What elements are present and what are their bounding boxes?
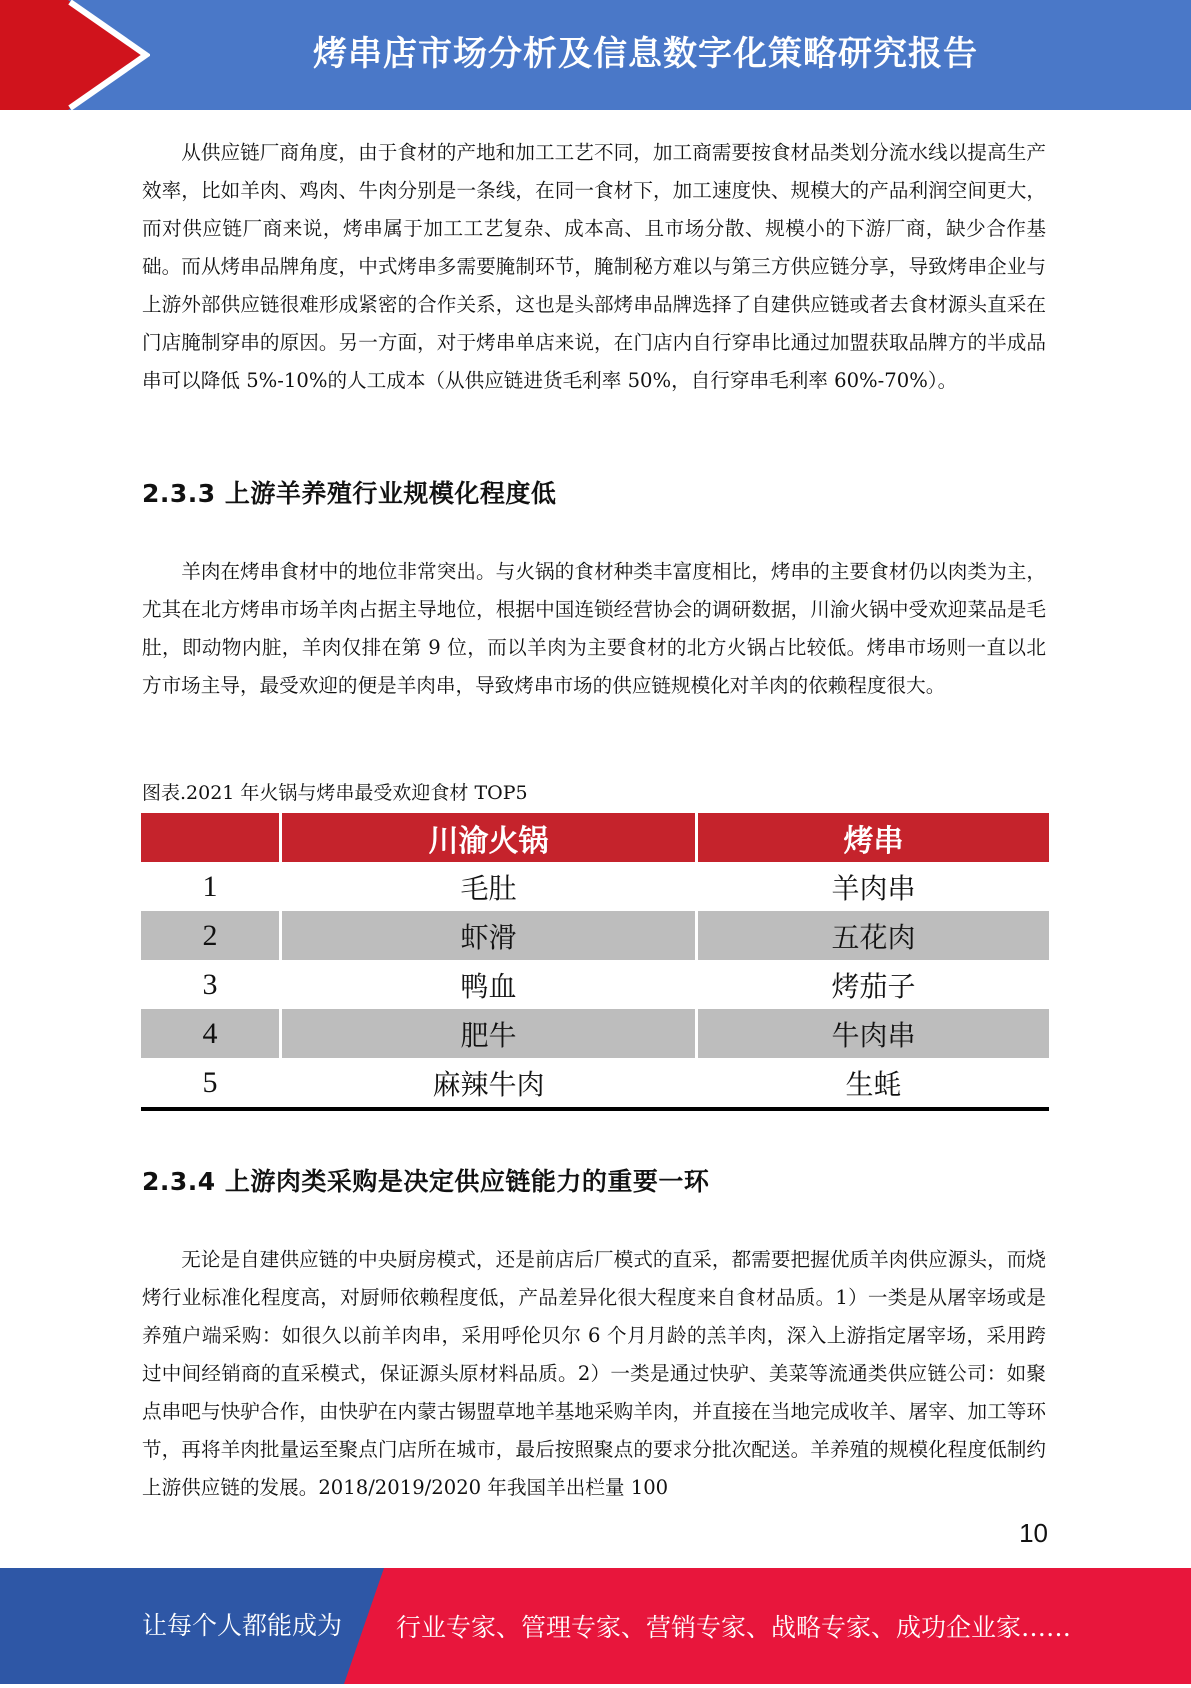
hotpot-cell: 肥牛 bbox=[279, 1009, 695, 1058]
paragraph-mutton: 羊肉在烤串食材中的地位非常突出。与火锅的食材种类丰富度相比，烤串的主要食材仍以肉类为主，尤其在北方烤串市场羊肉占据主导地位，根据中国连锁经营协会的调研数据，川渝火锅中受欢迎菜品是毛肚，即动物内脏，羊肉仅排在第 9 位，而以羊肉为主要食材的北方火锅占比较低。烤串市场则一直以北方市场主导，最受欢迎的便是羊肉串，导致烤串市场的供应链规模化对羊肉的依赖程度很大。 bbox=[142, 560, 1046, 697]
header-band bbox=[0, 0, 1191, 110]
paragraph-supply-chain: 从供应链厂商角度，由于食材的产地和加工工艺不同，加工商需要按食材品类划分流水线以提高生产效率，比如羊肉、鸡肉、牛肉分别是一条线，在同一食材下，加工速度快、规模大的产品利润空间更大，而对供应链厂商来说，烤串属于加工工艺复杂、成本高、且市场分散、规模小的下游厂商，缺少合作基础。而从烤串品牌角度，中式烤串多需要腌制环节，腌制秘方难以与第三方供应链分享，导致烤串企业与上游外部供应链很难形成紧密的合作关系，这也是头部烤串品牌选择了自建供应链或者去食材源头直采在门店腌制穿串的原因。另一方面，对于烤串单店来说，在门店内自行穿串比通过加盟获取品牌方的半成品串可以降低 5%-10%的人工成本（从供应链进货毛利率 50%，自行穿串毛利率 60%-70%）。 bbox=[142, 141, 1046, 392]
table-row bbox=[141, 911, 1049, 960]
table-row bbox=[141, 862, 1049, 911]
header-cell-hotpot: 川渝火锅 bbox=[279, 813, 695, 862]
section-heading-2-3-4: 2.3.4 上游肉类采购是决定供应链能力的重要一环 bbox=[142, 1167, 710, 1196]
skewer-cell: 羊肉串 bbox=[695, 862, 1049, 911]
section-heading-2-3-3: 2.3.3 上游羊养殖行业规模化程度低 bbox=[142, 479, 557, 508]
skewer-cell: 五花肉 bbox=[695, 911, 1049, 960]
skewer-cell: 生蚝 bbox=[695, 1058, 1049, 1107]
table-row bbox=[141, 1009, 1049, 1058]
rank-cell: 3 bbox=[141, 960, 279, 1009]
red-chevron-icon bbox=[0, 0, 150, 110]
table-header-row bbox=[141, 813, 1049, 862]
footer-slogan-right: 行业专家、管理专家、营销专家、战略专家、成功企业家…… bbox=[396, 1613, 1072, 1642]
hotpot-cell: 鸭血 bbox=[279, 960, 695, 1009]
skewer-cell: 烤茄子 bbox=[695, 960, 1049, 1009]
hotpot-cell: 虾滑 bbox=[279, 911, 695, 960]
top5-food-table bbox=[141, 813, 1049, 1111]
rank-cell: 5 bbox=[141, 1058, 279, 1107]
rank-cell: 2 bbox=[141, 911, 279, 960]
header-cell-skewer: 烤串 bbox=[695, 813, 1049, 862]
footer-band bbox=[0, 1568, 1191, 1684]
page-number: 10 bbox=[1019, 1518, 1048, 1548]
hotpot-cell: 麻辣牛肉 bbox=[279, 1058, 695, 1107]
skewer-cell: 牛肉串 bbox=[695, 1009, 1049, 1058]
report-title: 烤串店市场分析及信息数字化策略研究报告 bbox=[313, 34, 978, 74]
header-cell-rank bbox=[141, 813, 279, 862]
table-caption: 图表.2021 年火锅与烤串最受欢迎食材 TOP5 bbox=[142, 782, 528, 804]
paragraph-procurement: 无论是自建供应链的中央厨房模式，还是前店后厂模式的直采，都需要把握优质羊肉供应源头，而烧烤行业标准化程度高，对厨师依赖程度低，产品差异化很大程度来自食材品质。1）一类是从屠宰场或是养殖户端采购：如很久以前羊肉串，采用呼伦贝尔 6 个月月龄的羔羊肉，深入上游指定屠宰场，采用跨过中间经销商的直采模式，保证源头原材料品质。2）一类是通过快驴、美菜等流通类供应链公司：如聚点串吧与快驴合作，由快驴在内蒙古锡盟草地羊基地采购羊肉，并直接在当地完成收羊、屠宰、加工等环节，再将羊肉批量运至聚点门店所在城市，最后按照聚点的要求分批次配送。羊养殖的规模化程度低制约上游供应链的发展。2018/2019/2020 年我国羊出栏量 100 bbox=[142, 1248, 1046, 1499]
hotpot-cell: 毛肚 bbox=[279, 862, 695, 911]
rank-cell: 1 bbox=[141, 862, 279, 911]
table-row bbox=[141, 960, 1049, 1009]
footer-slogan-left: 让每个人都能成为 bbox=[142, 1611, 343, 1640]
table-row bbox=[141, 1058, 1049, 1107]
rank-cell: 4 bbox=[141, 1009, 279, 1058]
